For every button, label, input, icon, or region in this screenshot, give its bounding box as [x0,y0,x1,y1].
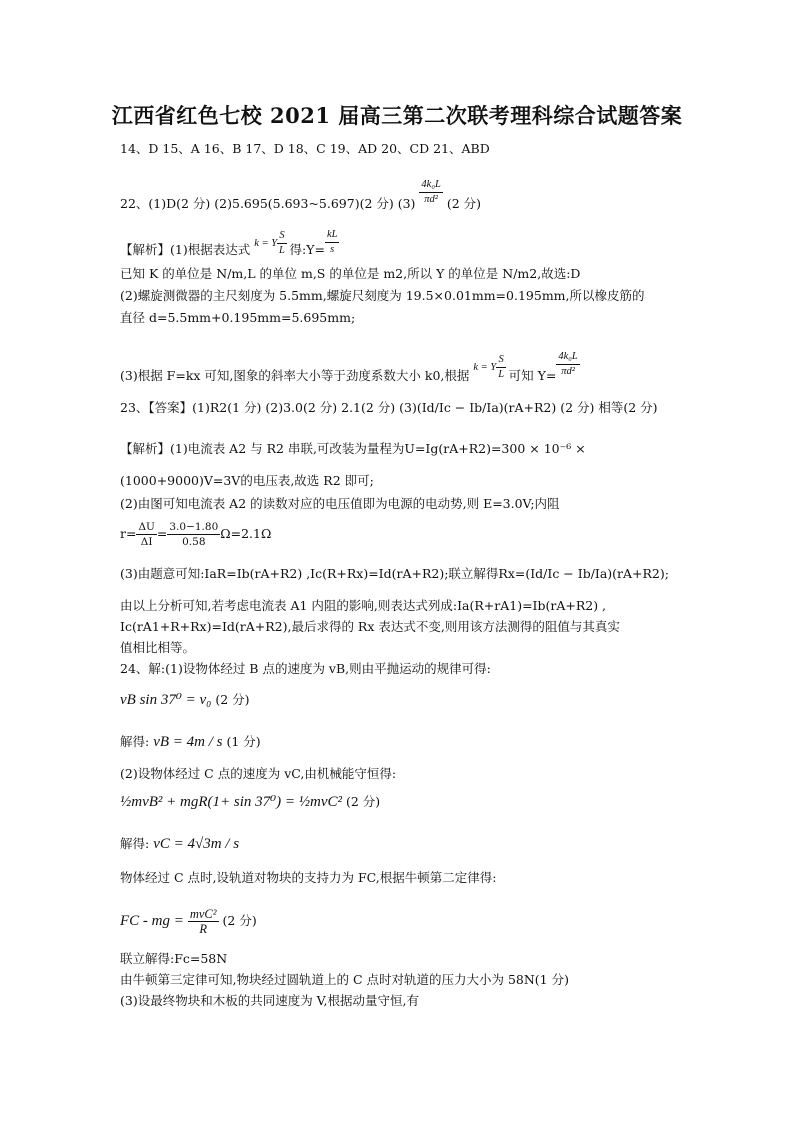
value-fraction [167,520,220,549]
k-expression [254,230,289,257]
fraction-denominator: L [279,245,285,257]
q24-part2b: 物体经过 C 点时,设轨道对物块的支持力为 FC,根据牛顿第二定律得: [120,870,497,885]
q24-solve3: 联立解得:Fc=58N [120,951,228,966]
q23-r-formula [120,520,271,549]
q22-answer-fraction [419,178,442,207]
q24-eq1 [120,692,250,708]
q24-eq2 [120,794,380,810]
y-result-fraction [556,350,579,379]
q22-answer [120,179,481,219]
fraction-numerator: S [496,353,506,368]
solve-label: 解得: [120,836,150,851]
equation: vC = 4√3m / s [153,836,240,852]
fraction-numerator: S [277,229,287,244]
q23-analysis-1: 【解析】(1)电流表 A2 与 R2 串联,可改装为量程为U=Ig(rA+R2)=300 × 10⁻⁶ × [120,441,586,456]
q24-solve1 [120,734,261,750]
fraction-numerator: 4k₀L [556,350,579,365]
q22-score: (2 分) [446,196,481,211]
q23-answer: 23、【答案】(1)R2(1 分) (2)3.0(2 分) 2.1(2 分) (3)(Id/Ic − Ib/Ia)(rA+R2) (2 分) 相等(2 分) [120,400,658,415]
k-expression-left: k = Y [473,362,497,373]
r-label: r= [120,526,137,541]
q22-analysis-3: (2)螺旋测微器的主尺刻度为 5.5mm,螺旋尺刻度为 19.5×0.01mm=0.195mm,所以橡皮筋的 [120,288,645,303]
q22-answer-text: 22、(1)D(2 分) (2)5.695(5.693~5.697)(2 分) (3) [120,196,416,211]
y-fraction [325,228,340,257]
page-title: 江西省红色七校 2021 届高三第二次联考理科综合试题答案 [111,103,683,128]
fraction-numerator: 3.0−1.80 [169,521,219,533]
q24-solve2 [120,836,239,852]
q23-analysis-2: (1000+9000)V=3V的电压表,故选 R2 即可; [120,473,374,488]
analysis-label: 【解析】(1)根据表达式 [120,242,251,257]
eq3-fraction [188,907,219,936]
fraction-denominator: s [330,244,335,255]
q22-analysis-5 [120,351,580,392]
q23-analysis-7: 值相比相等。 [120,640,196,655]
q24-part3: (3)设最终物块和木板的共同速度为 V,根据动量守恒,有 [120,993,419,1008]
fraction-denominator: R [199,922,208,936]
k-expression-2 [473,354,508,381]
q22-analysis-4: 直径 d=5.5mm+0.195mm=5.695mm; [120,310,356,325]
fraction-denominator: 0.58 [182,536,206,548]
fraction-denominator: πd² [424,194,438,205]
q23-analysis-5: 由以上分析可知,若考虑电流表 A1 内阻的影响,则表达式列成:Ia(R+rA1)=Ib(rA+R2) , [120,598,607,613]
k-fraction [496,353,506,382]
q23-analysis-3: (2)由图可知电流表 A2 的读数对应的电压值即为电源的电动势,则 E=3.0V;内阻 [120,496,560,511]
k-expression-left: k = Y [254,238,278,249]
score: (1 分) [226,734,261,749]
fraction-denominator: πd² [561,366,575,377]
equation: ½mvB² + mgR(1+ sin 37⁰) = ½mvC² [120,794,343,810]
k-fraction [277,229,287,258]
fraction-numerator: ΔU [138,521,155,533]
q24-intro: 24、解:(1)设物体经过 B 点的速度为 vB,则由平抛运动的规律可得: [120,661,491,676]
equation: vB = 4m / s [153,734,223,750]
q23-analysis-4: (3)由题意可知:IaR=Ib(rA+R2) ,Ic(R+Rx)=Id(rA+R2);联立解得Rx=(Id/Ic − Ib/Ia)(rA+R2); [120,566,669,581]
r-result: Ω=2.1Ω [220,526,272,541]
mc-answers: 14、D 15、A 16、B 17、D 18、C 19、AD 20、CD 21、ABD [120,141,490,156]
q24-part2: (2)设物体经过 C 点的速度为 vC,由机械能守恒得: [120,766,397,781]
score: (2 分) [222,913,257,928]
fraction-denominator: L [498,369,505,381]
fraction-numerator: mvC² [189,907,217,921]
solve-label: 解得: [120,734,150,749]
equation-left: FC - mg = [120,913,184,929]
analysis-text: 可知 Y= [508,368,557,383]
score: (2 分) [346,794,381,809]
fraction-denominator: ΔI [140,536,153,548]
fraction-numerator: 4k₀L [419,178,442,193]
q24-part2c: 由牛顿第三定律可知,物块经过圆轨道上的 C 点时对轨道的压力大小为 58N(1 分) [120,972,569,987]
q24-eq3 [120,907,257,936]
score: (2 分) [215,692,250,707]
q22-analysis-2: 已知 K 的单位是 N/m,L 的单位 m,S 的单位是 m2,所以 Y 的单位是 N/m2,故选:D [120,266,581,281]
equation: vB sin 37⁰ = v₀ [120,692,212,708]
equals-sign: = [156,526,168,541]
fraction-numerator: kL [325,228,340,243]
delta-fraction [136,520,156,549]
q22-analysis-1 [120,229,339,266]
q23-analysis-6: Ic(rA1+R+Rx)=Id(rA+R2),最后求得的 Rx 表达式不变,则用该方法测得的阻值与其真实 [120,619,620,634]
analysis-text: 得:Y= [289,242,325,257]
analysis-text: (3)根据 F=kx 可知,图象的斜率大小等于劲度系数大小 k0,根据 [120,368,470,383]
